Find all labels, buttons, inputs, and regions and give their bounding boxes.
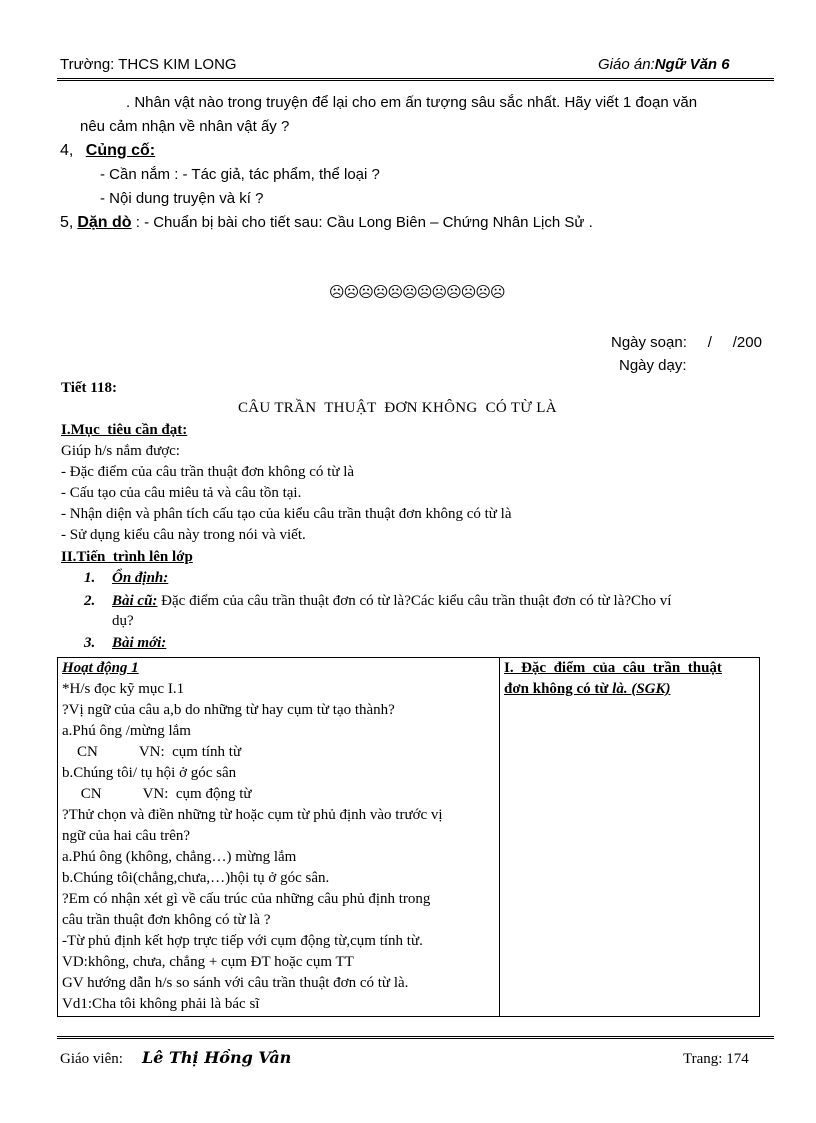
activity-line: a.Phú ông (không, chẳng…) mừng lắm [62,849,297,865]
step-2-number: 2. [84,593,96,609]
activity-right-cell [500,658,760,1017]
heading-right-part-1: I. Đặc điểm của câu trần thuật [504,660,722,676]
step-2-text: Đặc điểm của câu trần thuật đơn có từ là?Các kiểu câu trần thuật đơn có từ là?Cho ví [157,593,672,609]
page-number: Trang: 174 [683,1051,749,1067]
section-5-title: Dặn dò [77,214,132,231]
objective-item: - Đặc điểm của câu trần thuật đơn không có từ là [61,464,355,480]
subject-name: Ngữ Văn 6 [654,56,730,73]
step-2-title: Bài cũ: [112,593,158,609]
section-5-text: : - Chuẩn bị bài cho tiết sau: Cầu Long Biên – Chứng Nhân Lịch Sử . [131,214,593,231]
date-prepared: Ngày soạn: / /200 [611,334,762,351]
heading-right-la: là [612,681,624,697]
step-3-title: Bài mới: [112,635,167,651]
intro-line-1: . Nhân vật nào trong truyện để lại cho em ấn tượng sâu sắc nhất. Hãy viết 1 đoạn văn [126,94,698,111]
objective-item: - Sử dụng kiểu câu này trong nói và viết. [61,527,306,543]
step-3-number: 3. [84,635,96,651]
section-4-heading [60,142,155,160]
process-heading: II.Tiến trình lên lớp [61,549,193,565]
activity-line: ?Em có nhận xét gì về cấu trúc của những câu phủ định trong [62,891,431,907]
objectives-heading: I.Mục tiêu cần đạt: [61,422,188,438]
activity-line: ?Vị ngữ của câu a,b do những từ hay cụm từ tạo thành? [62,702,395,718]
step-2-line [112,593,671,610]
lesson-plan-label: Giáo án: [598,56,655,73]
footer-rule [57,1036,774,1039]
activity-line: b.Chúng tôi/ tụ hội ở góc sân [62,765,237,781]
header-rule [57,78,774,81]
objective-item: - Nhận diện và phân tích cấu tạo của kiểu câu trần thuật đơn không có từ là [61,506,512,522]
activity-table [57,657,760,1017]
activity-line: Vd1:Cha tôi không phải là bác sĩ [62,996,260,1012]
teacher-name: Lê Thị Hồng Vân [142,1048,292,1067]
divider-symbols: ☹☹☹☹☹☹☹☹☹☹☹☹ [329,283,505,301]
teacher-label: Giáo viên: [60,1051,123,1067]
lesson-number: Tiết 118: [61,380,117,396]
section-heading-right [500,658,759,700]
activity-title: Hoạt động 1 [62,660,139,676]
intro-line-2: nêu cảm nhận về nhân vật ấy ? [80,118,290,135]
section-4-title: Củng cố: [85,142,156,159]
step-1-number: 1. [84,570,96,586]
activity-line: a.Phú ông /mừng lắm [62,723,191,739]
step-1-title: Ổn định: [112,570,169,586]
activity-line: GV hướng dẫn h/s so sánh với câu trần thuật đơn có từ là. [62,975,409,991]
activity-line: b.Chúng tôi(chẳng,chưa,…)hội tụ ở góc sân. [62,870,330,886]
lesson-title: CÂU TRẦN THUẬT ĐƠN KHÔNG CÓ TỪ LÀ [238,400,557,416]
school-name: Trường: THCS KIM LONG [60,56,237,73]
activity-line: ?Thử chọn và điền những từ hoặc cụm từ phủ định vào trước vị [62,807,443,823]
activity-line: *H/s đọc kỹ mục I.1 [62,681,185,697]
activity-line: CN VN: cụm động từ [62,786,252,802]
section-4-number: 4, [60,142,74,159]
step-2-text-line-2: dụ? [112,613,134,629]
heading-right-part-2 [504,681,671,697]
activity-line: -Từ phủ định kết hợp trực tiếp với cụm động từ,cụm tính từ. [62,933,423,949]
section-5-heading [60,214,593,232]
activity-line: VD:không, chưa, chẳng + cụm ĐT hoặc cụm TT [62,954,354,970]
activity-line: câu trần thuật đơn không có từ là ? [62,912,271,928]
activity-left-cell [58,658,500,1017]
heading-right-text: đơn không có từ [504,681,613,697]
activity-line: ngữ của hai câu trên? [62,828,191,844]
section-4-item-1: - Cần nắm : - Tác giả, tác phẩm, thể loại ? [100,166,380,183]
lesson-plan-subject [598,56,730,73]
objectives-intro: Giúp h/s nắm được: [61,443,180,459]
section-4-item-2: - Nội dung truyện và kí ? [100,190,264,207]
date-taught: Ngày dạy: [619,357,687,374]
section-5-number: 5, [60,214,74,231]
heading-right-sgk: . (SGK) [623,681,671,697]
objective-item: - Cấu tạo của câu miêu tả và câu tồn tại. [61,485,302,501]
activity-line: CN VN: cụm tính từ [62,744,242,760]
